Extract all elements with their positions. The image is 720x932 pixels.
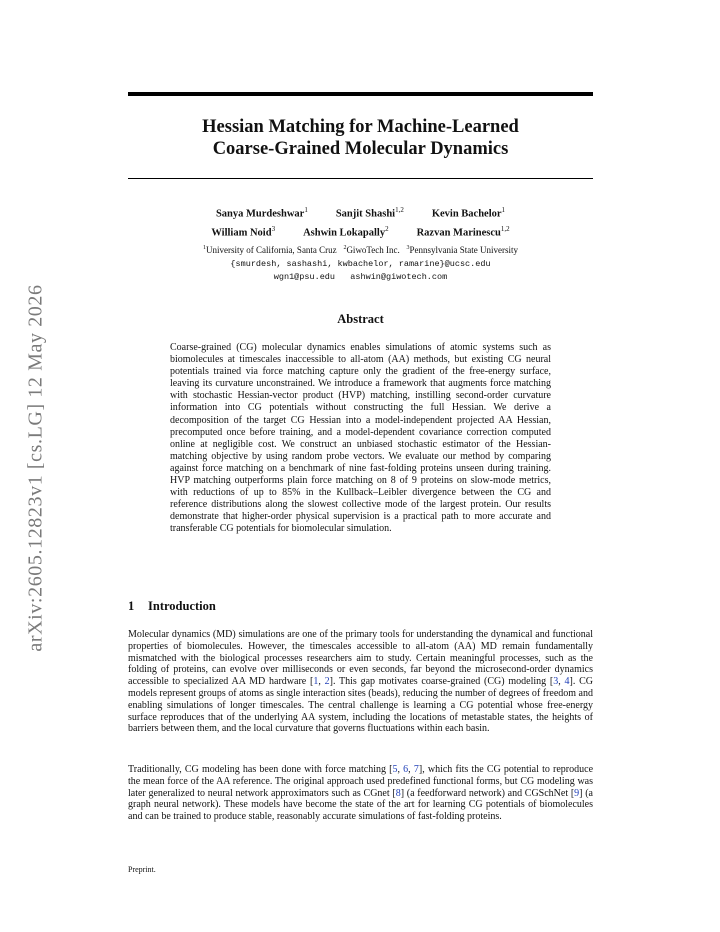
section-title: Introduction <box>148 599 216 613</box>
citation-link[interactable]: 8 <box>395 787 401 799</box>
title-rule-top <box>128 92 593 96</box>
author-block <box>128 203 593 284</box>
email-line-2: wgn1@psu.edu ashwin@giwotech.com <box>273 272 448 282</box>
citation-link[interactable]: 1 <box>313 676 319 688</box>
citation-link[interactable]: 5 <box>392 764 398 775</box>
citation-link[interactable]: 9 <box>574 787 580 799</box>
citation-link[interactable]: 6 <box>403 764 409 775</box>
title-line-1: Hessian Matching for Machine-Learned <box>202 117 519 137</box>
citation-link[interactable]: 2 <box>324 676 330 688</box>
author: Sanya Murdeshwar$^1$ <box>215 206 308 220</box>
author: Razvan Marinescu$^{1,2}$ <box>416 224 510 238</box>
preprint-footer: Preprint. <box>128 865 156 874</box>
author-emails <box>128 258 593 284</box>
paper-title <box>128 116 593 160</box>
abstract-heading: Abstract <box>337 312 384 326</box>
author: Ashwin Lokapally$^2$ <box>303 224 389 238</box>
abstract-text: Coarse-grained (CG) molecular dynamics enables simulations of atomic systems such as biomolecules at timescales inaccessible to all-atom (AA) methods, but existing CG neural potentials trained via force matching capture only the gradient of the free-energy surface, leaving its curvature unconstrained. We introduce a framework that augments force matching with stochastic Hessian-vector product (HVP) matching, instilling second-order curvature information into CG potentials without constructing the full Hessian. We derive a decomposition of the target CG Hessian into a model-independent projected AA Hessian, precomputed once before training, and a model-dependent covariance correction computed online at negligible cost. We construct an unbiased stochastic estimator of the Hessian-matching objective by using random probe vectors. We evaluate our method by comparing against force matching on a benchmark of nine fast-folding proteins unseen during training. HVP matching outperforms plain force matching on 8 of 9 proteins on slow-mode metrics, with reductions of up to 85% in the Kullback–Leibler divergence between the CG and reference distributions along the slowest collective mode of the largest protein. Our results demonstrate that higher-order physical supervision is a practical path to more accurate and transferable CG potentials for biomolecular simulation. <box>170 342 551 535</box>
citation-link[interactable]: 3 <box>553 676 559 688</box>
affiliations: $^1$University of California, Santa Cruz $^2$GiwoTech Inc. $^3$Pennsylvania State University <box>202 245 519 255</box>
intro-paragraph-1: Molecular dynamics (MD) simulations are one of the primary tools for understanding the dynamical and functional properties of biomolecules. However, the timescales accessible to all-atom (AA) MD remain fundamentally mismatched with the biological processes researchers aim to study. Certain meaningful processes, such as the folding of proteins, can evolve over milliseconds or even seconds, far beyond the microsecond-order dynamics accessible to specialized AA MD hardware [1, 2]. This gap motivates coarse-grained (CG) modeling [3, 4]. CG models represent groups of atoms as single interaction sites (beads), reducing the number of degrees of freedom and enabling simulations of longer timescales. The central challenge is learning a CG potential whose free-energy surface reproduces that of the underlying AA system, including the locations of metastable states, the heights of barriers between them, and the local curvature that governs fluctuations within each basin. <box>128 629 594 735</box>
section-number: 1 <box>128 599 135 613</box>
author-row-1 <box>128 203 593 222</box>
intro-paragraph-2: Traditionally, CG modeling has been done with force matching [5, 6, 7], which fits the CG potential to reproduce the mean force of the AA reference. The original approach used predefined functional forms, but CG modeling was later generalized to neural network approximators such as CGnet [8] (a feedforward network) and CGSchNet [9] (a graph neural network). These models have become the state of the art for learning CG potentials of biomolecules and can be trained to produce stable, reasonably accurate simulations of fast-folding proteins. <box>128 764 594 823</box>
email-line-1: {smurdesh, sashashi, kwbachelor, ramarine}@ucsc.edu <box>230 259 491 269</box>
title-rule-bottom <box>128 178 593 179</box>
section-heading-introduction <box>128 599 216 614</box>
arxiv-stamp: arXiv:2605.12823v1 [cs.LG] 12 May 2026 <box>24 284 47 652</box>
citation-link[interactable]: 7 <box>413 764 419 775</box>
author-row-2 <box>128 222 593 241</box>
citation-link[interactable]: 4 <box>564 676 570 688</box>
author: William Noid$^3$ <box>211 224 276 238</box>
title-line-2: Coarse-Grained Molecular Dynamics <box>212 139 509 159</box>
author: Kevin Bachelor$^1$ <box>431 206 506 220</box>
author: Sanjit Shashi$^{1,2}$ <box>335 206 404 220</box>
